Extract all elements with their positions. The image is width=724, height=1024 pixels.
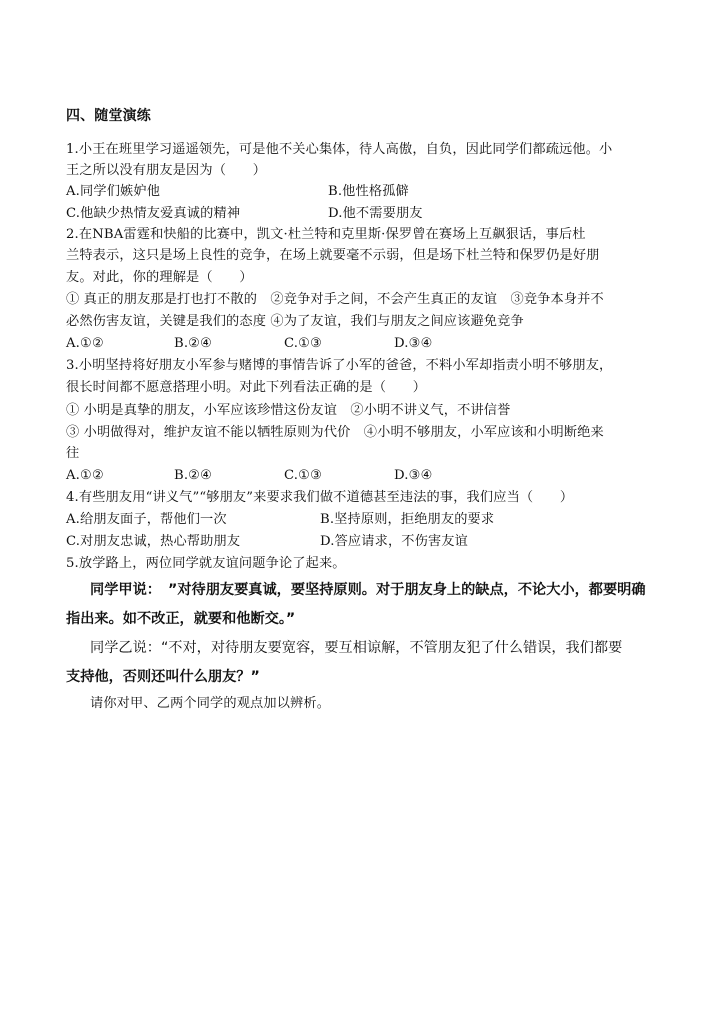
q5-stem-line1: 5.放学路上，两位同学就友谊问题争论了起来。	[66, 556, 346, 571]
q4-option-b: B.坚持原则，拒绝朋友的要求	[320, 512, 495, 527]
q3-statements-line3: 往	[66, 446, 80, 461]
q3-stem-line2: 很长时间都不愿意搭理小明。对此下列看法正确的是（ ）	[66, 380, 427, 395]
q3-statements-line2: ③ 小明做得对，维护友谊不能以牺牲原则为代价 ④小明不够朋友，小军应该和小明断绝来	[66, 425, 604, 440]
q5-prompt: 请你对甲、乙两个同学的观点加以辨析。	[90, 696, 331, 711]
q1-stem-line1: 1.小王在班里学习遥遥领先，可是他不关心集体，待人高傲，自负，因此同学们都疏远他。小	[66, 142, 613, 157]
q4-stem-line1: 4.有些朋友用“讲义气”“够朋友”来要求我们做不道德甚至违法的事，我们应当（ ）	[66, 490, 574, 505]
q4-option-c: C.对朋友忠诚，热心帮助朋友	[66, 534, 241, 549]
q2-stem-line1: 2.在NBA雷霆和快船的比赛中，凯文·杜兰特和克里斯·保罗曾在赛场上互飙狠话，事后杜	[66, 227, 586, 242]
q3-statements-line1: ① 小明是真挚的朋友，小军应该珍惜这份友谊 ②小明不讲义气，不讲信誉	[66, 403, 511, 418]
section-title: 四、随堂演练	[66, 108, 151, 124]
q2-option-d: D.③④	[394, 336, 433, 351]
q2-stem-line3: 友。对此，你的理解是（ ）	[66, 270, 253, 285]
q3-stem-line1: 3.小明坚持将好朋友小军参与赌博的事情告诉了小军的爸爸，不料小军却指责小明不够朋友，	[66, 358, 613, 373]
q1-stem-line2: 王之所以没有朋友是因为（ ）	[66, 163, 267, 178]
q2-option-c: C.①③	[284, 336, 323, 351]
q1-option-d: D.他不需要朋友	[328, 206, 423, 221]
q3-option-c: C.①③	[284, 468, 323, 483]
q2-option-b: B.②④	[174, 336, 213, 351]
q1-option-b: B.他性格孤僻	[328, 184, 409, 199]
q3-option-a: A.①②	[66, 468, 104, 483]
q5-student-yi-line1: 同学乙说：“不对，对待朋友要宽容，要互相谅解，不管朋友犯了什么错误，我们都要	[90, 640, 623, 656]
q2-statements-line1: ① 真正的朋友那是打也打不散的 ②竞争对手之间，不会产生真正的友谊 ③竞争本身并不	[66, 292, 604, 307]
q5-student-yi-line2: 支持他，否则还叫什么朋友？”	[66, 669, 260, 685]
q5-student-jia-line1: 同学甲说： ”对待朋友要真诚，要坚持原则。对于朋友身上的缺点，不论大小，都要明确	[90, 582, 646, 598]
q1-option-c: C.他缺少热情友爱真诚的精神	[66, 206, 241, 221]
q3-option-d: D.③④	[394, 468, 433, 483]
q4-option-a: A.给朋友面子，帮他们一次	[66, 512, 227, 527]
q3-option-b: B.②④	[174, 468, 213, 483]
q5-student-jia-line2: 指出来。如不改正，就要和他断交。”	[66, 611, 296, 627]
q2-option-a: A.①②	[66, 336, 104, 351]
q1-option-a: A.同学们嫉妒他	[66, 184, 161, 199]
q4-option-d: D.答应请求，不伤害友谊	[320, 534, 468, 549]
q2-stem-line2: 兰特表示，这只是场上良性的竞争，在场上就要毫不示弱，但是场下杜兰特和保罗仍是好朋	[66, 248, 600, 263]
q2-statements-line2: 必然伤害友谊，关键是我们的态度 ④为了友谊，我们与朋友之间应该避免竞争	[66, 314, 524, 329]
